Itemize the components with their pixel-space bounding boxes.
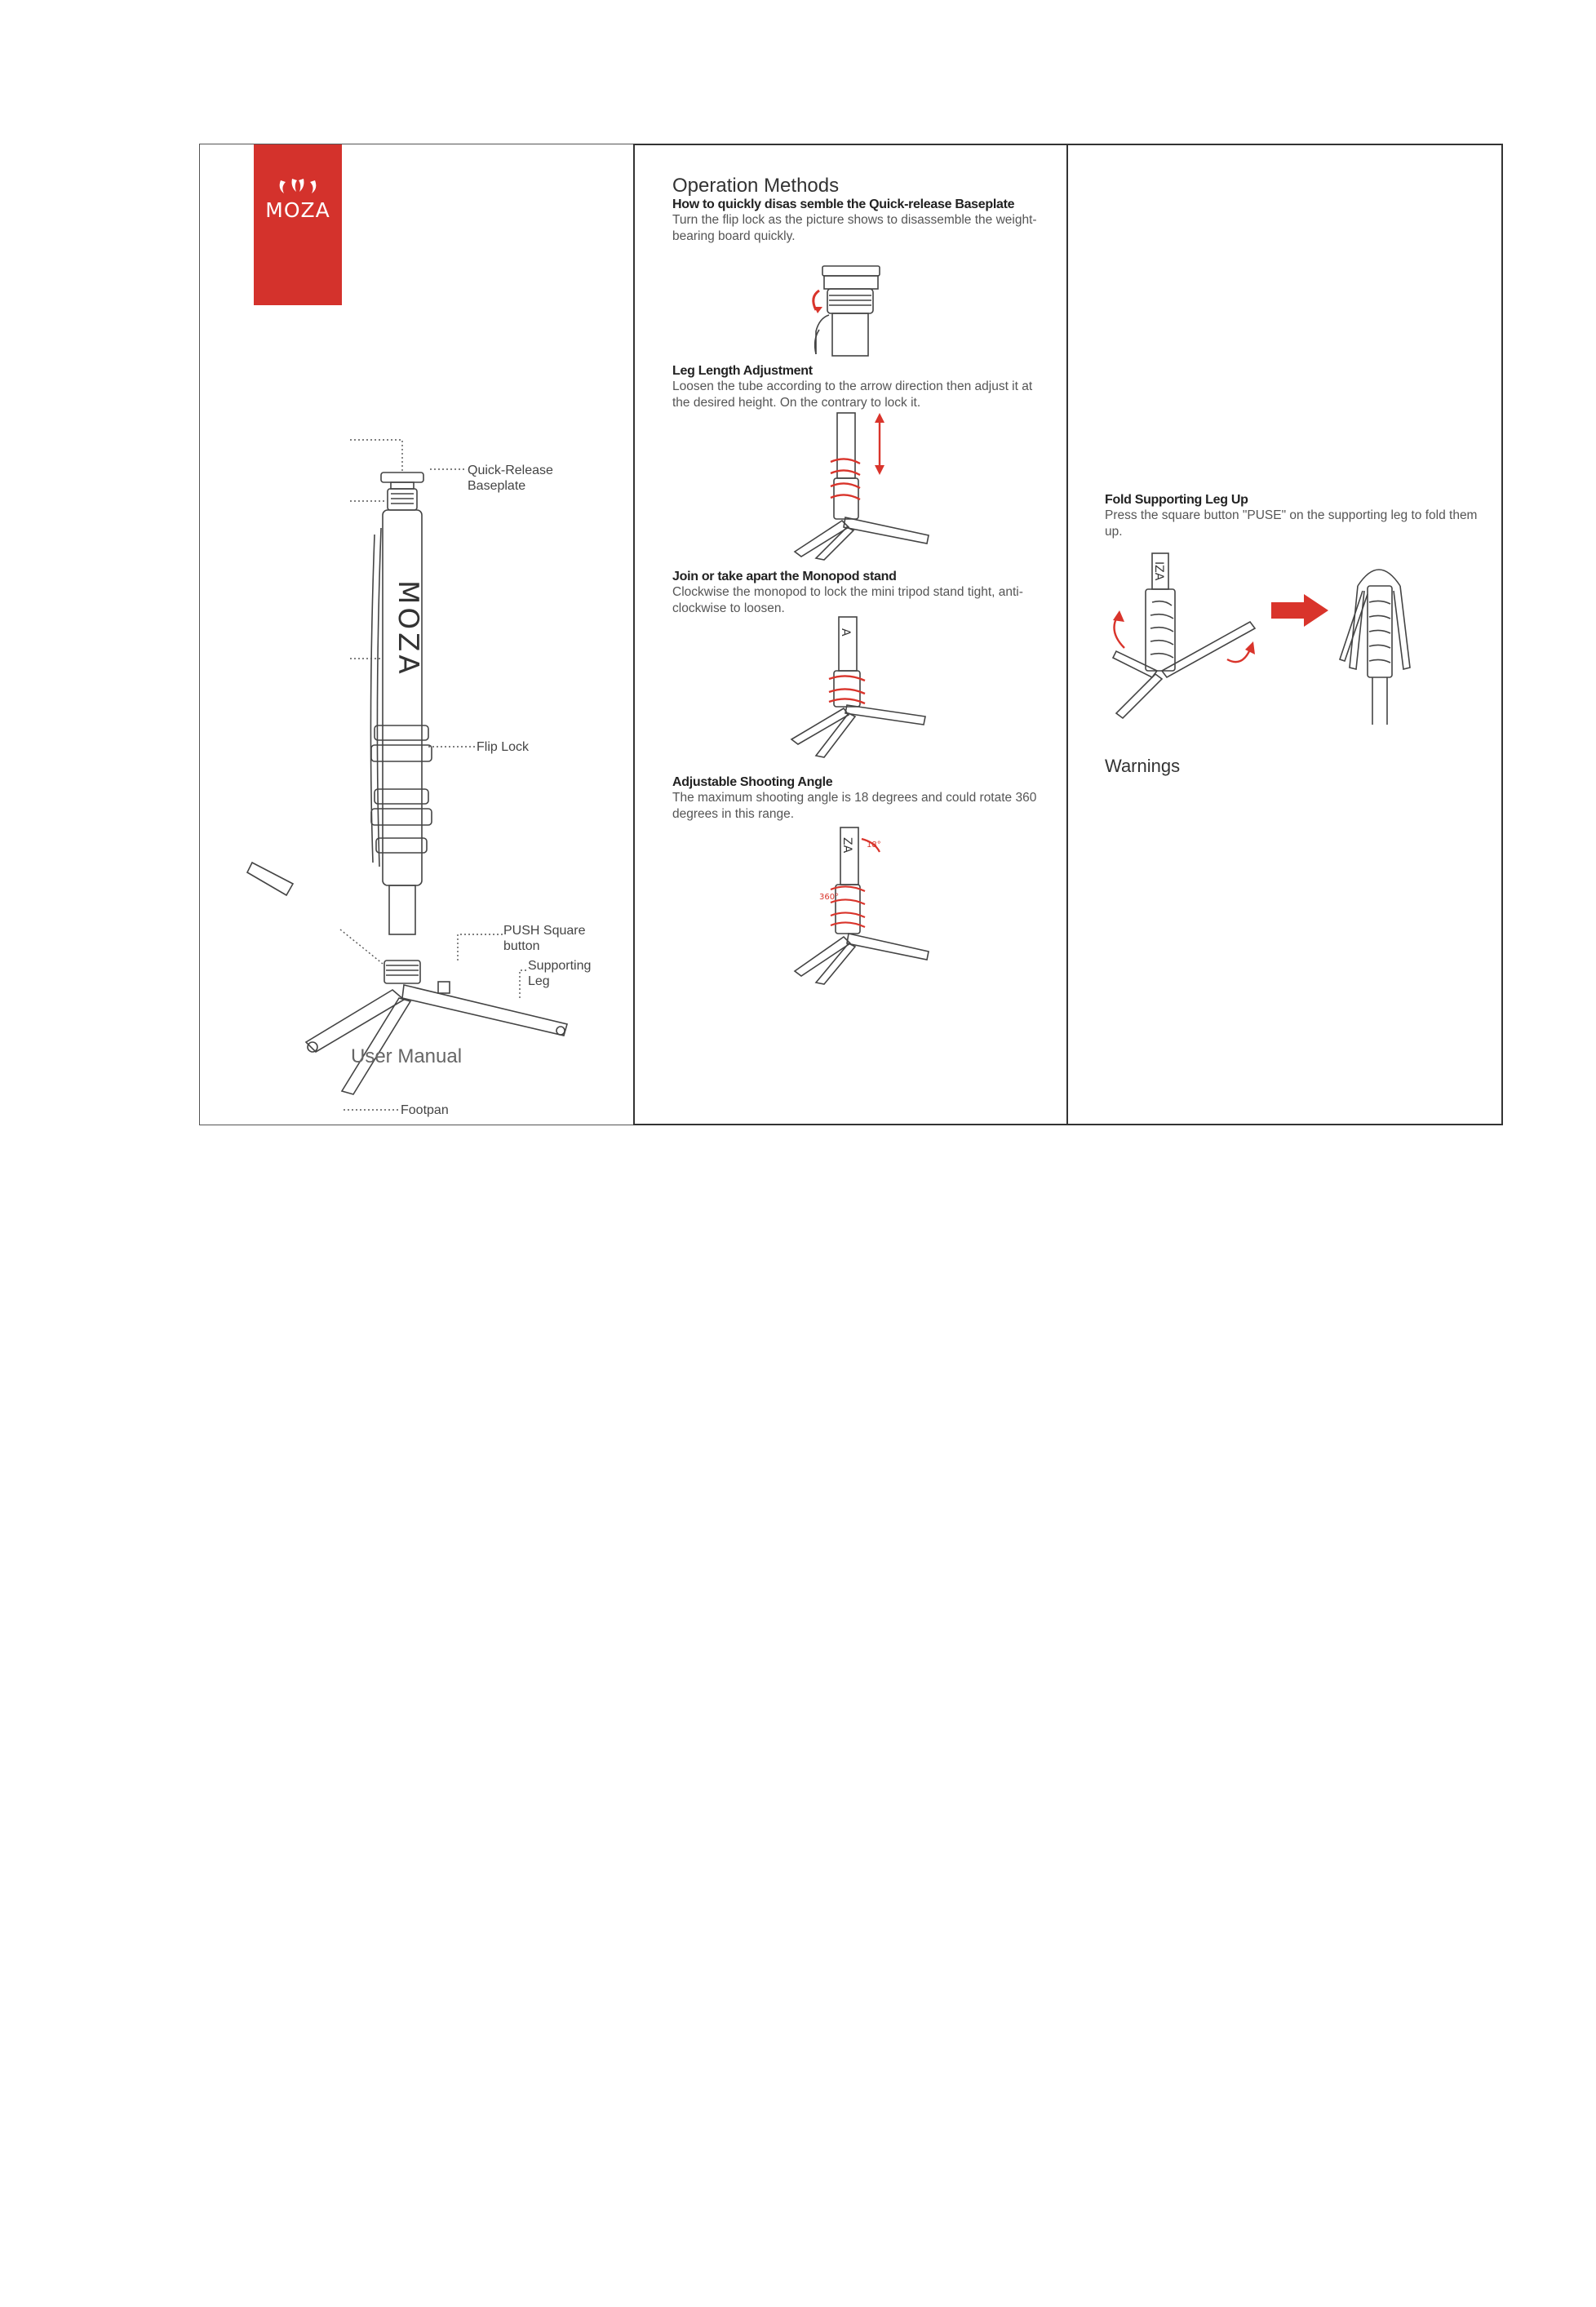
svg-text:ZA: ZA <box>840 837 853 854</box>
brand-name: MOZA <box>265 198 330 222</box>
fold-leg-illustration <box>1067 553 1503 725</box>
callout-supporting-leg: Supporting Leg <box>528 959 592 988</box>
shooting-angle-illustration <box>635 827 1070 991</box>
user-manual-title: User Manual <box>351 1045 463 1067</box>
section-text-shooting-angle: The maximum shooting angle is 18 degrees and could rotate 360 degrees in this range. <box>672 791 1037 821</box>
warnings-heading: Warnings <box>1105 756 1181 776</box>
angle-label-360: 360° <box>819 893 840 902</box>
section-title-baseplate: How to quickly disas semble the Quick-release Baseplate <box>672 197 1015 211</box>
leg-length-illustration <box>635 413 1070 560</box>
section-text-leg-length: Loosen the tube according to the arrow direction then adjust it at the desired height. On the contrary to lock it. <box>672 379 1033 410</box>
callout-push-square-button: PUSH Square button <box>503 924 586 953</box>
fold-warnings-panel <box>1067 144 1503 1125</box>
section-text-monopod-stand: Clockwise the monopod to lock the mini tripod stand tight, anti-clockwise to loosen. <box>672 585 1023 615</box>
operation-methods-heading: Operation Methods <box>672 175 840 197</box>
section-title-leg-length: Leg Length Adjustment <box>672 364 813 378</box>
section-title-shooting-angle: Adjustable Shooting Angle <box>672 775 833 789</box>
baseplate-illustration <box>635 250 1070 356</box>
operation-methods-panel <box>633 144 1068 1125</box>
svg-text:IZA: IZA <box>1152 561 1165 581</box>
right-arrow-icon <box>1271 594 1328 627</box>
section-title-fold-leg: Fold Supporting Leg Up <box>1105 493 1248 507</box>
cover-panel <box>199 144 634 1125</box>
callout-footpan: Footpan <box>401 1103 449 1117</box>
monopod-stand-illustration <box>635 617 1070 764</box>
section-text-baseplate: Turn the flip lock as the picture shows to disassemble the weight-bearing board quickly. <box>672 213 1037 243</box>
svg-text:A: A <box>839 628 852 637</box>
angle-label-18: 18° <box>867 841 881 850</box>
svg-text:MOZA: MOZA <box>392 580 424 677</box>
callout-flip-lock: Flip Lock <box>477 740 530 754</box>
section-text-fold-leg: Press the square button "PUSE" on the supporting leg to fold them up. <box>1105 508 1478 539</box>
tri-fold-manual <box>199 144 1503 1125</box>
callout-quick-release-baseplate: Quick-Release Baseplate <box>468 464 553 493</box>
section-title-monopod-stand: Join or take apart the Monopod stand <box>672 570 897 583</box>
